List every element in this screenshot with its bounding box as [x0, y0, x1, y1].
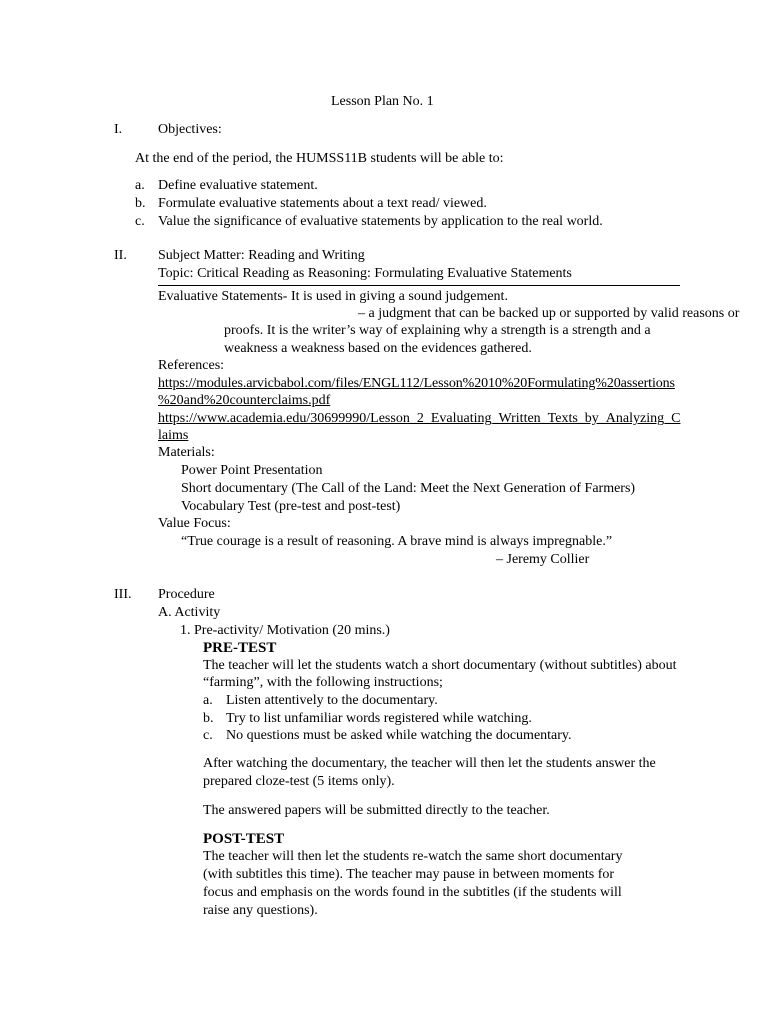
definition-line: proofs. It is the writer’s way of explaining why a strength is a strength and a [224, 323, 651, 338]
reference-link[interactable]: https://modules.arvicbabol.com/files/ENGL112/Lesson%2010%20Formulating%20assertions [158, 376, 675, 391]
instruction-item: Listen attentively to the documentary. [226, 693, 438, 708]
objective-marker: a. [135, 178, 145, 193]
subject-matter: Subject Matter: Reading and Writing [158, 248, 365, 263]
page-title: Lesson Plan No. 1 [331, 94, 434, 109]
submitted-line: The answered papers will be submitted directly to the teacher. [203, 803, 550, 818]
objectives-intro: At the end of the period, the HUMSS11B students will be able to: [135, 151, 504, 166]
quote-author: – Jeremy Collier [496, 552, 590, 567]
objective-marker: b. [135, 196, 146, 211]
value-focus-quote: “True courage is a result of reasoning. A brave mind is always impregnable.” [181, 534, 613, 549]
value-focus-label: Value Focus: [158, 516, 231, 531]
materials-label: Materials: [158, 445, 215, 460]
section-numeral-procedure: III. [114, 587, 132, 602]
definition-line: – a judgment that can be backed up or supported by valid reasons or [358, 306, 740, 321]
pretest-line: “farming”, with the following instructions; [203, 675, 443, 690]
instruction-item: No questions must be asked while watching the documentary. [226, 728, 572, 743]
instruction-marker: a. [203, 693, 213, 708]
objective-marker: c. [135, 214, 145, 229]
reference-link[interactable]: laims [158, 428, 189, 443]
posttest-line: raise any questions). [203, 903, 318, 918]
instruction-item: Try to list unfamiliar words registered while watching. [226, 711, 532, 726]
material-item: Vocabulary Test (pre-test and post-test) [181, 499, 401, 514]
pretest-line: The teacher will let the students watch a short documentary (without subtitles) about [203, 658, 677, 673]
objective-item: Define evaluative statement. [158, 178, 318, 193]
topic: Topic: Critical Reading as Reasoning: Formulating Evaluative Statements [158, 266, 572, 281]
references-label: References: [158, 358, 225, 373]
reference-link[interactable]: %20and%20counterclaims.pdf [158, 393, 331, 408]
objective-item: Formulate evaluative statements about a text read/ viewed. [158, 196, 487, 211]
after-line: After watching the documentary, the teacher will then let the students answer the [203, 756, 656, 771]
posttest-line: The teacher will then let the students re-watch the same short documentary [203, 849, 623, 864]
objective-item: Value the significance of evaluative statements by application to the real world. [158, 214, 603, 229]
material-item: Power Point Presentation [181, 463, 323, 478]
section-numeral-subject: II. [114, 248, 127, 263]
section-numeral-objectives: I. [114, 122, 123, 137]
definition-line: Evaluative Statements- It is used in giving a sound judgement. [158, 289, 508, 304]
posttest-line: focus and emphasis on the words found in the subtitles (if the students will [203, 885, 622, 900]
definition-line: weakness a weakness based on the evidences gathered. [224, 341, 532, 356]
procedure-heading: Procedure [158, 587, 215, 602]
instruction-marker: c. [203, 728, 213, 743]
pretest-heading: PRE-TEST [203, 640, 277, 656]
activity-heading: A. Activity [158, 605, 221, 620]
posttest-heading: POST-TEST [203, 831, 285, 847]
objectives-heading: Objectives: [158, 122, 222, 137]
posttest-line: (with subtitles this time). The teacher may pause in between moments for [203, 867, 615, 882]
reference-link[interactable]: https://www.academia.edu/30699990/Lesson_2_Evaluating_Written_Texts_by_Analyzing_C [158, 411, 681, 426]
instruction-marker: b. [203, 711, 214, 726]
step-pre-activity: 1. Pre-activity/ Motivation (20 mins.) [180, 623, 390, 638]
material-item: Short documentary (The Call of the Land: Meet the Next Generation of Farmers) [181, 481, 636, 496]
after-line: prepared cloze-test (5 items only). [203, 774, 395, 789]
topic-divider [158, 285, 680, 286]
